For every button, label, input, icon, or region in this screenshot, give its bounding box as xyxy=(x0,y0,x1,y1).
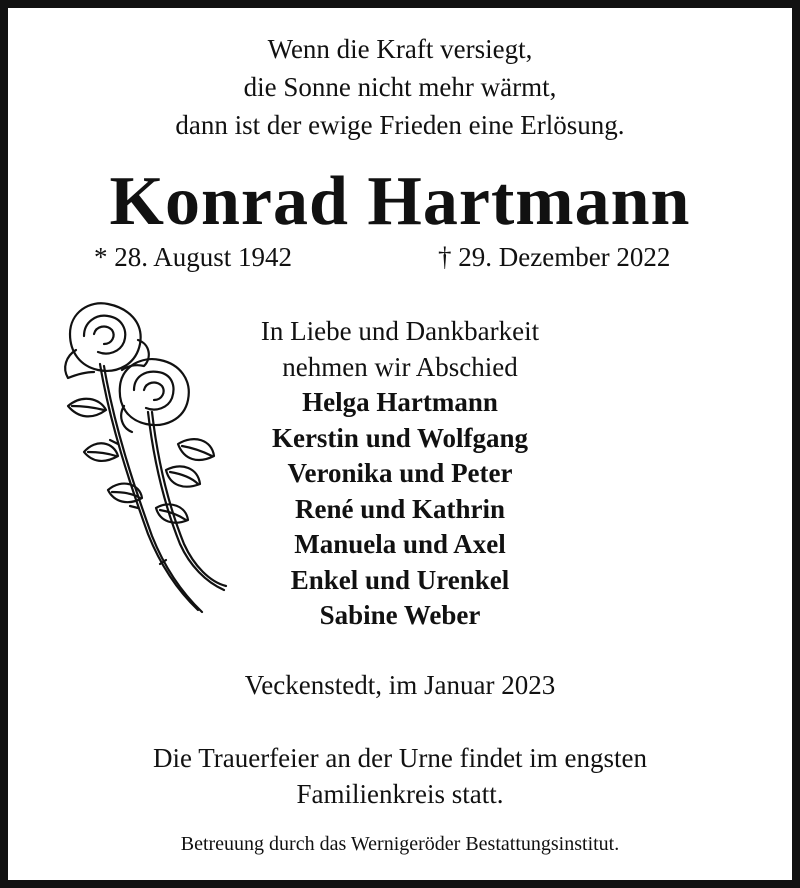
verse xyxy=(8,30,792,144)
mourner-name: Helga Hartmann xyxy=(302,387,498,417)
ceremony-line-1: Die Trauerfeier an der Urne findet im engsten xyxy=(152,743,648,773)
mourner-name: Veronika und Peter xyxy=(287,458,513,488)
verse-line-3: dann ist der ewige Frieden eine Erlösung. xyxy=(175,110,625,140)
mourner-name: Kerstin und Wolfgang xyxy=(271,422,529,453)
ceremony-line-2: Familienkreis statt. xyxy=(296,779,504,809)
mourner-name: Manuela und Axel xyxy=(294,529,506,559)
death-date: † 29. Dezember 2022 xyxy=(438,242,671,272)
deceased-name: Konrad Hartmann xyxy=(109,163,691,240)
intro-line-1: In Liebe und Dankbarkeit xyxy=(260,316,540,346)
birth-date: * 28. August 1942 xyxy=(94,242,293,272)
verse-line-1: Wenn die Kraft versiegt, xyxy=(267,34,533,64)
funeral-home-note: Betreuung durch das Wernigeröder Bestattungsinstitut. xyxy=(180,833,620,855)
ceremony-note xyxy=(8,740,792,812)
mourner-name: Enkel und Urenkel xyxy=(290,564,510,595)
intro-line-2: nehmen wir Abschied xyxy=(282,351,518,382)
mourner-name: René und Kathrin xyxy=(294,493,506,524)
place-date: Veckenstedt, im Januar 2023 xyxy=(244,670,556,700)
mourner-name: Sabine Weber xyxy=(319,600,481,630)
verse-line-2: die Sonne nicht mehr wärmt, xyxy=(243,72,557,102)
mourners xyxy=(160,314,640,634)
